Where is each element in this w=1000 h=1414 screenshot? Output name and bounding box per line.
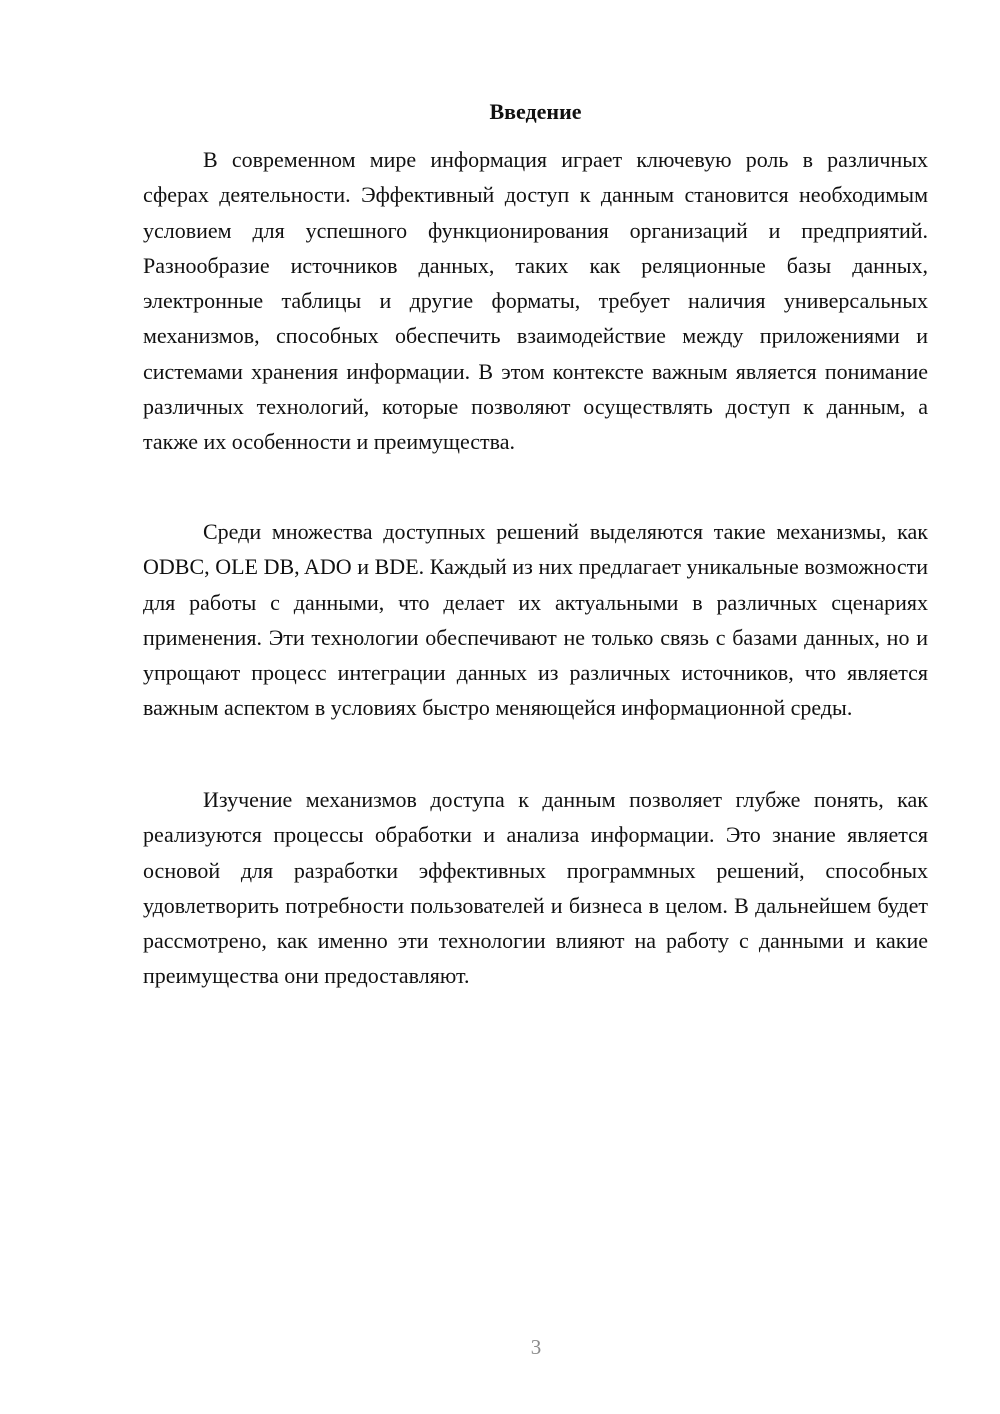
paragraph: В современном мире информация играет ключевую роль в различных сферах деятельности. Эффективный доступ к данным становится необходимым условием для успешного функционирования организаций и предприятий. Разнообразие источников данных, таких как реляционные базы данных, электронные таблицы и другие форматы, требует наличия универсальных механизмов, способных обеспечить взаимодействие между приложениями и системами хранения информации. В этом контексте важным является понимание различных технологий, которые позволяют осуществлять доступ к данным, а также их особенности и преимущества.	[143, 147, 928, 455]
paragraph: Среди множества доступных решений выделяются такие механизмы, как ODBC, OLE DB, ADO и BDE. Каждый из них предлагает уникальные возможности для работы с данными, что делает их актуальными в различных сценариях применения. Эти технологии обеспечивают не только связь с базами данных, но и упрощают процесс интеграции данных из различных источников, что является важным аспектом в условиях быстро меняющейся информационной среды.	[143, 519, 928, 721]
paragraph-2-container	[143, 514, 928, 726]
page-number: 3	[530, 1335, 542, 1359]
section-title: Введение	[489, 99, 582, 124]
paragraph-3-container	[143, 782, 928, 994]
paragraph: Изучение механизмов доступа к данным позволяет глубже понять, как реализуются процессы обработки и анализа информации. Это знание является основой для разработки эффективных программных решений, способных удовлетворить потребности пользователей и бизнеса в целом. В дальнейшем будет рассмотрено, как именно эти технологии влияют на работу с данными и какие преимущества они предоставляют.	[143, 787, 928, 989]
paragraph-1-container	[143, 142, 928, 460]
